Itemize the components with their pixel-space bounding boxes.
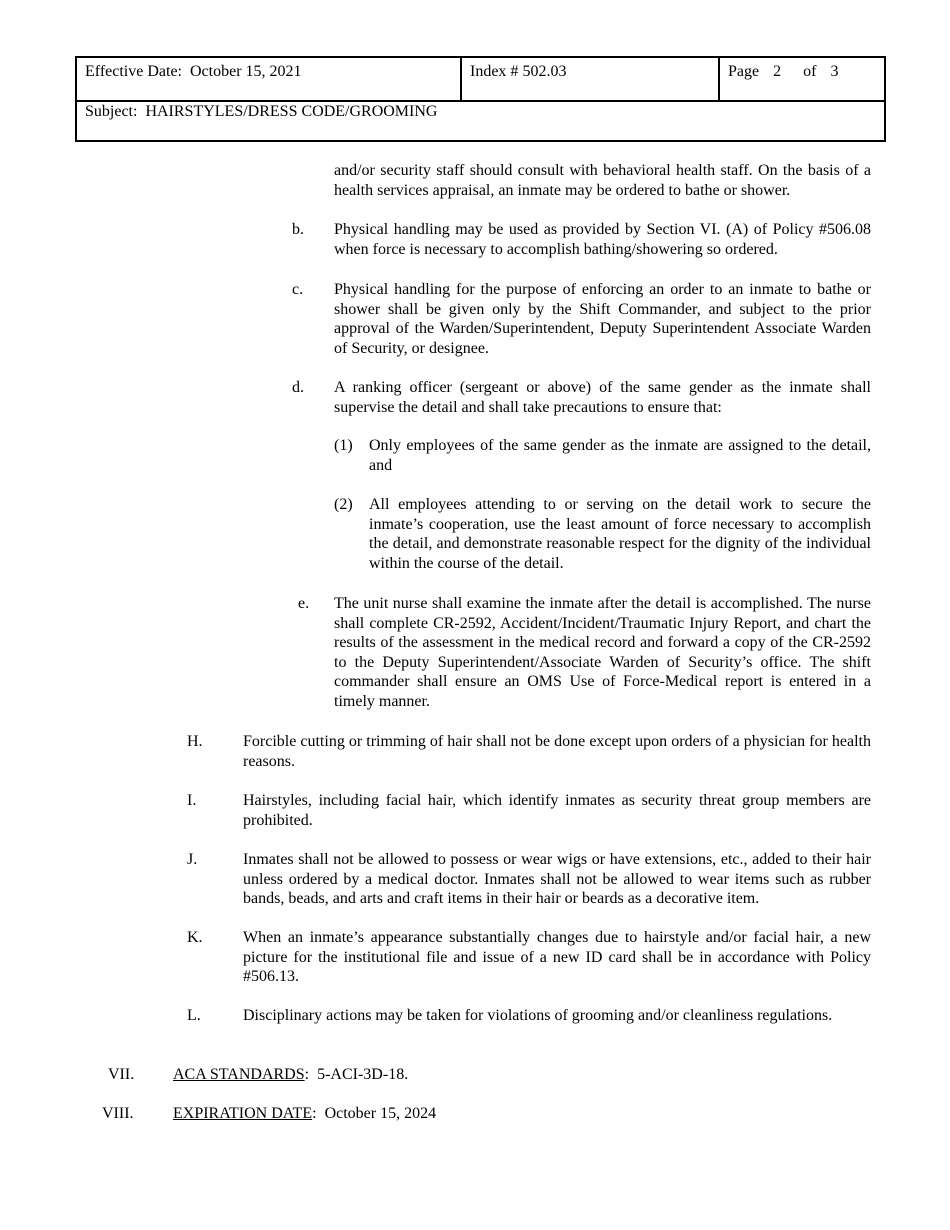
numbered-text: Only employees of the same gender as the inmate are assigned to the detail, and — [369, 437, 871, 474]
page-cell — [720, 58, 886, 100]
page-of: of — [803, 63, 817, 80]
header-table — [75, 56, 886, 142]
section-item-label: L. — [187, 1007, 201, 1024]
item-label: d. — [292, 379, 304, 396]
section-heading: EXPIRATION DATE: October 15, 2024 — [173, 1105, 437, 1122]
numbered-label: (2) — [334, 496, 353, 513]
section-title: EXPIRATION DATE — [173, 1105, 313, 1122]
numbered-text: All employees attending to or serving on the detail work to secure the inmate’s cooperation, use the least amount of force necessary to accomplish the detail, and demonstrate reasonable respect for the dignity of the individual within the course of the detail. — [369, 496, 871, 572]
item-text: The unit nurse shall examine the inmate after the detail is accomplished. The nurse shall complete CR-2592, Accident/Incident/Traumatic Injury Report, and chart the results of the assessment in the medical record and forward a copy of the CR-2592 to the Deputy Superintendent/Associate Warden of Security’s office. The shift commander shall ensure an OMS Use of Force-Medical report is entered in a timely manner. — [334, 595, 871, 710]
subject-value: HAIRSTYLES/DRESS CODE/GROOMING — [145, 103, 438, 120]
section-item-text: Disciplinary actions may be taken for violations of grooming and/or cleanliness regulations. — [243, 1007, 833, 1024]
section-title: ACA STANDARDS — [173, 1066, 305, 1083]
section-heading: ACA STANDARDS: 5-ACI-3D-18. — [173, 1066, 409, 1083]
effective-date-cell — [77, 58, 462, 100]
item-label: e. — [298, 595, 310, 612]
page-total: 3 — [830, 63, 839, 80]
subject-label: Subject: — [85, 103, 138, 120]
section-number: VII. — [108, 1066, 135, 1083]
item-label: c. — [292, 281, 304, 298]
item-text: Physical handling may be used as provided by Section VI. (A) of Policy #506.08 when force is necessary to accomplish bathing/showering so ordered. — [334, 221, 871, 258]
section-value: October 15, 2024 — [324, 1105, 437, 1122]
section-item-label: K. — [187, 929, 203, 946]
section-item-text: Hairstyles, including facial hair, which identify inmates as security threat group members are prohibited. — [243, 792, 871, 829]
section-value: 5-ACI-3D-18. — [317, 1066, 409, 1083]
item-label: b. — [292, 221, 304, 238]
section-item-label: J. — [187, 851, 198, 868]
page-label: Page — [728, 63, 760, 80]
section-item-label: H. — [187, 733, 203, 750]
section-item-text: Forcible cutting or trimming of hair shall not be done except upon orders of a physician for health reasons. — [243, 733, 871, 770]
numbered-label: (1) — [334, 437, 353, 454]
item-text: Physical handling for the purpose of enforcing an order to an inmate to bathe or shower shall be given only by the Shift Commander, and subject to the prior approval of the Warden/Superintendent, Deputy Superintendent Associate Warden of Security, or designee. — [334, 281, 871, 357]
section-number: VIII. — [102, 1105, 134, 1122]
header-row — [77, 58, 884, 102]
index-value: 502.03 — [522, 63, 567, 80]
subject-row — [77, 100, 884, 140]
item-text: A ranking officer (sergeant or above) of the same gender as the inmate shall supervise the detail and shall take precautions to ensure that: — [334, 379, 871, 416]
page-current: 2 — [773, 63, 782, 80]
index-cell — [462, 58, 720, 100]
index-label: Index # — [470, 63, 519, 80]
section-item-text: When an inmate’s appearance substantially changes due to hairstyle and/or facial hair, a new picture for the institutional file and issue of a new ID card shall be in accordance with Policy #506.13. — [243, 929, 871, 986]
section-item-label: I. — [187, 792, 197, 809]
effective-date-label: Effective Date: — [85, 63, 182, 80]
effective-date: October 15, 2021 — [189, 63, 302, 80]
section-item-text: Inmates shall not be allowed to possess or wear wigs or have extensions, etc., added to their hair unless ordered by a medical doctor. Inmates shall not be allowed to wear items such as rubber bands, beads, and arts and craft items in their hair or beards as a decorative item. — [243, 851, 871, 908]
continuation-paragraph: and/or security staff should consult with behavioral health staff. On the basis of a health services appraisal, an inmate may be ordered to bathe or shower. — [334, 162, 871, 199]
